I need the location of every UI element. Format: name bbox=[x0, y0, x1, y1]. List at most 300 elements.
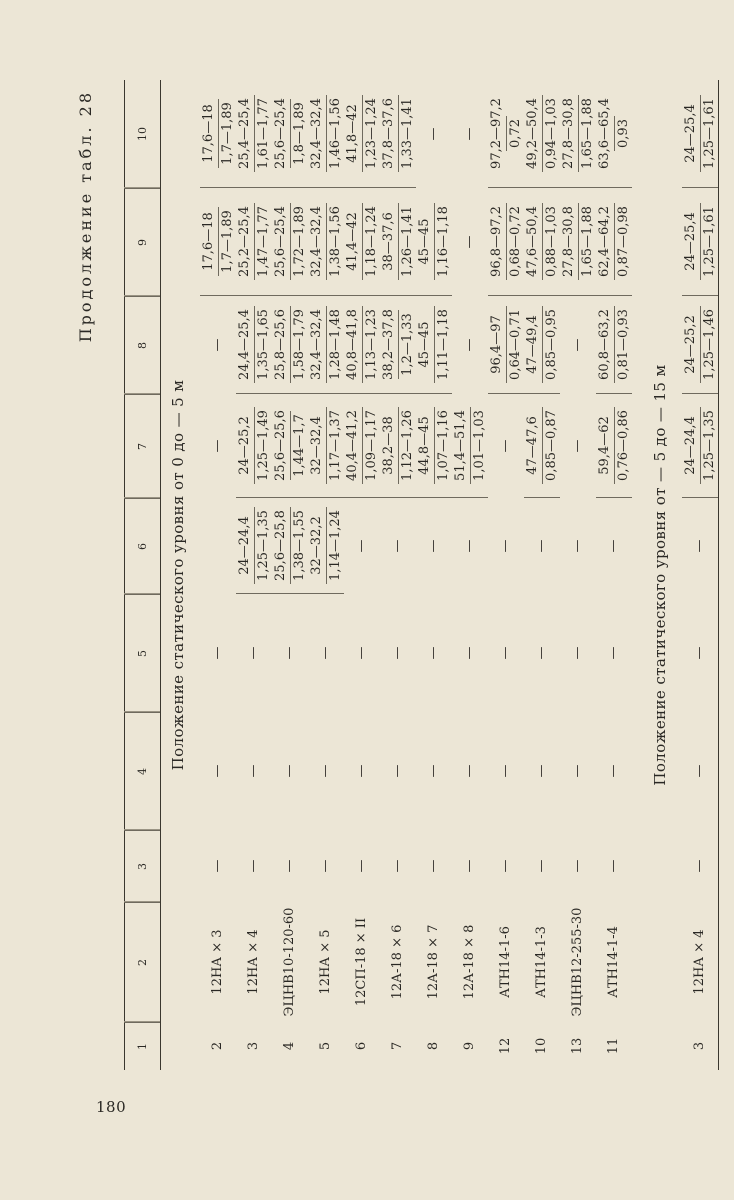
cell-value: 25,8—25,6 bbox=[272, 309, 288, 380]
cell-value: — bbox=[354, 646, 369, 660]
cell-value: — bbox=[390, 764, 405, 778]
cell-value: 1,25—1,49 bbox=[254, 407, 273, 484]
cell-col-8 bbox=[524, 296, 560, 394]
cell-value: — bbox=[426, 764, 441, 778]
column-separator bbox=[124, 393, 160, 394]
cell-col-6 bbox=[200, 498, 236, 594]
cell-value: 1,12—1,26 bbox=[398, 407, 417, 484]
cell-col-1 bbox=[344, 1022, 380, 1070]
cell-col-8 bbox=[344, 296, 380, 394]
cell-value: 97,2—97,2 bbox=[488, 98, 504, 169]
cell-value: 6 bbox=[354, 1041, 369, 1051]
table-row bbox=[380, 80, 416, 1070]
cell-col-5 bbox=[596, 594, 632, 712]
cell-col-7 bbox=[524, 394, 560, 498]
cell-value: — bbox=[210, 439, 225, 453]
cell-col-1 bbox=[488, 1022, 524, 1070]
table-row bbox=[596, 80, 632, 1070]
cell-value: ЭЦНВ10-120-60 bbox=[282, 907, 297, 1017]
cell-col-7 bbox=[488, 394, 524, 498]
cell-value: 44,8—45 bbox=[416, 416, 432, 475]
cell-value: 1,58—1,79 bbox=[290, 306, 309, 383]
cell-value: 24,4—25,4 bbox=[236, 309, 252, 380]
column-separator bbox=[124, 593, 160, 594]
cell-col-3 bbox=[560, 830, 596, 902]
cell-value: 9 bbox=[462, 1041, 477, 1051]
cell-value: 12НА × 3 bbox=[210, 929, 225, 995]
cell-col-1 bbox=[236, 1022, 272, 1070]
cell-value: 1,46—1,56 bbox=[326, 95, 345, 172]
cell-col-9 bbox=[416, 188, 452, 296]
cell-value: 1,17—1,37 bbox=[326, 407, 345, 484]
cell-value: — bbox=[462, 539, 477, 553]
cell-value: — bbox=[462, 235, 477, 249]
cell-col-2 bbox=[344, 902, 380, 1022]
cell-value: — bbox=[390, 859, 405, 873]
cell-col-7 bbox=[200, 394, 236, 498]
cell-value: 25,2—25,4 bbox=[236, 206, 252, 277]
cell-col-1 bbox=[596, 1022, 632, 1070]
cell-col-4 bbox=[416, 712, 452, 830]
cell-value: АТН14-1-3 bbox=[534, 926, 549, 998]
cell-value: 0,93 bbox=[614, 116, 633, 151]
cell-col-8 bbox=[416, 296, 452, 394]
cell-value: — bbox=[282, 859, 297, 873]
cell-value: 40,4—41,2 bbox=[344, 410, 360, 481]
table-row bbox=[560, 80, 596, 1070]
cell-col-8 bbox=[560, 296, 596, 394]
cell-col-4 bbox=[560, 712, 596, 830]
cell-value: — bbox=[210, 338, 225, 352]
cell-col-9 bbox=[236, 188, 272, 296]
cell-value: — bbox=[534, 539, 549, 553]
header-col-6: 6 bbox=[124, 498, 160, 594]
cell-value: — bbox=[692, 764, 707, 778]
cell-col-2 bbox=[308, 902, 344, 1022]
cell-col-3 bbox=[200, 830, 236, 902]
cell-value: 1,38—1,55 bbox=[290, 507, 309, 584]
cell-value: — bbox=[462, 764, 477, 778]
cell-col-5 bbox=[524, 594, 560, 712]
cell-value: 0,85—0,95 bbox=[542, 306, 561, 383]
cell-col-9 bbox=[380, 188, 416, 296]
header-col-7: 7 bbox=[124, 394, 160, 498]
cell-col-10 bbox=[272, 80, 308, 188]
cell-col-3 bbox=[488, 830, 524, 902]
header-col-10: 10 bbox=[135, 127, 149, 141]
cell-value: 40,8—41,8 bbox=[344, 309, 360, 380]
cell-col-1 bbox=[200, 1022, 236, 1070]
cell-value: 7 bbox=[390, 1041, 405, 1051]
cell-value: 1,7—1,89 bbox=[218, 99, 237, 168]
cell-value: — bbox=[246, 646, 261, 660]
cell-value: 1,25—1,35 bbox=[700, 407, 719, 484]
table-row bbox=[524, 80, 560, 1070]
cell-value: 10 bbox=[534, 1037, 549, 1055]
cell-col-2 bbox=[200, 902, 236, 1022]
cell-col-2 bbox=[682, 902, 718, 1022]
header-col-8: 8 bbox=[124, 296, 160, 394]
cell-value: 5 bbox=[318, 1041, 333, 1051]
cell-value: — bbox=[534, 646, 549, 660]
cell-col-10 bbox=[524, 80, 560, 188]
cell-col-8 bbox=[236, 296, 272, 394]
cell-value: — bbox=[318, 646, 333, 660]
cell-value: 47—47,6 bbox=[524, 416, 540, 475]
cell-value: 1,18—1,24 bbox=[362, 203, 381, 280]
cell-col-5 bbox=[452, 594, 488, 712]
cell-col-9 bbox=[682, 188, 718, 296]
cell-value: 13 bbox=[570, 1037, 585, 1055]
cell-value: — bbox=[606, 859, 621, 873]
cell-value: 41,4—42 bbox=[344, 212, 360, 271]
cell-value: 1,8—1,89 bbox=[290, 99, 309, 168]
cell-col-9 bbox=[200, 188, 236, 296]
cell-col-8 bbox=[272, 296, 308, 394]
cell-value: 1,2—1,33 bbox=[398, 310, 417, 379]
cell-value: — bbox=[534, 764, 549, 778]
table-row bbox=[682, 80, 718, 1070]
cell-col-2 bbox=[560, 902, 596, 1022]
cell-value: 62,4—64,2 bbox=[596, 206, 612, 277]
cell-value: 24—25,2 bbox=[682, 315, 698, 374]
cell-col-5 bbox=[416, 594, 452, 712]
cell-value: — bbox=[570, 859, 585, 873]
cell-col-10 bbox=[200, 80, 236, 188]
cell-col-3 bbox=[452, 830, 488, 902]
cell-col-8 bbox=[200, 296, 236, 394]
cell-col-9 bbox=[452, 188, 488, 296]
cell-value: — bbox=[426, 127, 441, 141]
cell-value: 12СП-18 × II bbox=[354, 917, 369, 1007]
cell-col-2 bbox=[488, 902, 524, 1022]
cell-col-1 bbox=[272, 1022, 308, 1070]
cell-value: 24—24,4 bbox=[236, 516, 252, 575]
cell-col-7 bbox=[344, 394, 380, 498]
cell-value: 1,11—1,18 bbox=[434, 306, 453, 383]
cell-col-3 bbox=[380, 830, 416, 902]
cell-col-4 bbox=[380, 712, 416, 830]
cell-value: 3 bbox=[692, 1041, 707, 1051]
cell-value: 0,87—0,98 bbox=[614, 203, 633, 280]
table-row bbox=[200, 80, 236, 1070]
cell-col-1 bbox=[380, 1022, 416, 1070]
cell-col-1 bbox=[682, 1022, 718, 1070]
cell-col-4 bbox=[200, 712, 236, 830]
cell-col-10 bbox=[452, 80, 488, 188]
cell-value: 32,4—32,4 bbox=[308, 98, 324, 169]
cell-value: — bbox=[210, 764, 225, 778]
cell-col-2 bbox=[380, 902, 416, 1022]
column-separator bbox=[124, 1021, 160, 1022]
cell-value: — bbox=[426, 539, 441, 553]
cell-value: 0,81—0,93 bbox=[614, 306, 633, 383]
cell-col-6 bbox=[308, 498, 344, 594]
continuation-title: Продолжение табл. 28 bbox=[76, 90, 95, 343]
cell-col-2 bbox=[236, 902, 272, 1022]
cell-col-3 bbox=[344, 830, 380, 902]
cell-value: 1,33—1,41 bbox=[398, 95, 417, 172]
cell-value: — bbox=[246, 859, 261, 873]
cell-col-1 bbox=[524, 1022, 560, 1070]
cell-col-6 bbox=[682, 498, 718, 594]
cell-value: 25,6—25,4 bbox=[272, 206, 288, 277]
cell-value: 1,01—1,03 bbox=[470, 407, 489, 484]
cell-col-2 bbox=[272, 902, 308, 1022]
cell-value: 38,2—37,8 bbox=[380, 309, 396, 380]
cell-col-2 bbox=[596, 902, 632, 1022]
cell-col-3 bbox=[236, 830, 272, 902]
cell-value: 25,6—25,4 bbox=[272, 98, 288, 169]
cell-col-1 bbox=[416, 1022, 452, 1070]
cell-col-6 bbox=[236, 498, 272, 594]
cell-col-5 bbox=[488, 594, 524, 712]
table-row bbox=[416, 80, 452, 1070]
cell-col-10 bbox=[236, 80, 272, 188]
cell-value: АТН14-1-4 bbox=[606, 926, 621, 998]
cell-value: 1,47—1,77 bbox=[254, 203, 273, 280]
cell-col-9 bbox=[488, 188, 524, 296]
column-separator bbox=[124, 295, 160, 296]
cell-value: 1,35—1,65 bbox=[254, 306, 273, 383]
cell-value: — bbox=[498, 859, 513, 873]
cell-col-7 bbox=[308, 394, 344, 498]
cell-col-5 bbox=[308, 594, 344, 712]
cell-value: — bbox=[426, 646, 441, 660]
cell-value: — bbox=[570, 539, 585, 553]
cell-col-7 bbox=[272, 394, 308, 498]
cell-col-4 bbox=[236, 712, 272, 830]
cell-value: 0,94—1,03 bbox=[542, 95, 561, 172]
cell-col-9 bbox=[560, 188, 596, 296]
cell-value: 1,25—1,61 bbox=[700, 95, 719, 172]
cell-value: — bbox=[606, 764, 621, 778]
cell-col-5 bbox=[682, 594, 718, 712]
cell-col-10 bbox=[416, 80, 452, 188]
cell-value: 38—37,6 bbox=[380, 212, 396, 271]
cell-value: 12А-18 × 8 bbox=[462, 924, 477, 1000]
cell-value: 24—25,2 bbox=[236, 416, 252, 475]
cell-col-6 bbox=[380, 498, 416, 594]
cell-value: — bbox=[462, 338, 477, 352]
cell-col-6 bbox=[488, 498, 524, 594]
cell-value: — bbox=[282, 764, 297, 778]
cell-col-4 bbox=[272, 712, 308, 830]
cell-col-7 bbox=[416, 394, 452, 498]
cell-col-5 bbox=[236, 594, 272, 712]
cell-col-10 bbox=[308, 80, 344, 188]
cell-col-9 bbox=[308, 188, 344, 296]
cell-col-4 bbox=[682, 712, 718, 830]
cell-value: 1,72—1,89 bbox=[290, 203, 309, 280]
cell-value: 24—25,4 bbox=[682, 212, 698, 271]
column-separator bbox=[124, 187, 160, 188]
table-row bbox=[236, 80, 272, 1070]
table-bottom-rule bbox=[718, 80, 719, 1070]
cell-col-9 bbox=[596, 188, 632, 296]
cell-value: — bbox=[318, 764, 333, 778]
cell-col-5 bbox=[200, 594, 236, 712]
cell-col-1 bbox=[560, 1022, 596, 1070]
cell-value: — bbox=[570, 439, 585, 453]
cell-col-7 bbox=[560, 394, 596, 498]
cell-value: 51,4—51,4 bbox=[452, 410, 468, 481]
cell-value: 32—32,4 bbox=[308, 416, 324, 475]
cell-col-6 bbox=[272, 498, 308, 594]
cell-value: 47—49,4 bbox=[524, 315, 540, 374]
table-row bbox=[488, 80, 524, 1070]
table-row bbox=[308, 80, 344, 1070]
cell-value: 32,4—32,4 bbox=[308, 309, 324, 380]
cell-value: 1,61—1,77 bbox=[254, 95, 273, 172]
cell-value: 32—32,2 bbox=[308, 516, 324, 575]
cell-value: — bbox=[354, 539, 369, 553]
cell-value: — bbox=[606, 646, 621, 660]
cell-value: — bbox=[570, 646, 585, 660]
cell-value: — bbox=[462, 859, 477, 873]
cell-col-8 bbox=[596, 296, 632, 394]
cell-col-3 bbox=[596, 830, 632, 902]
cell-value: — bbox=[390, 539, 405, 553]
cell-value: 12А-18 × 6 bbox=[390, 924, 405, 1000]
section-title: Положение статического уровня от 0 до — 5 м bbox=[169, 379, 187, 771]
cell-value: 0,76—0,86 bbox=[614, 407, 633, 484]
cell-value: 1,65—1,88 bbox=[578, 203, 597, 280]
cell-value: — bbox=[606, 539, 621, 553]
cell-col-7 bbox=[236, 394, 272, 498]
cell-value: — bbox=[210, 859, 225, 873]
table-row bbox=[272, 80, 308, 1070]
cell-value: 27,8—30,8 bbox=[560, 98, 576, 169]
cell-value: — bbox=[354, 859, 369, 873]
cell-value: 12НА × 4 bbox=[692, 929, 707, 995]
cell-col-4 bbox=[452, 712, 488, 830]
cell-value: — bbox=[282, 646, 297, 660]
cell-col-3 bbox=[682, 830, 718, 902]
cell-col-2 bbox=[524, 902, 560, 1022]
cell-col-4 bbox=[344, 712, 380, 830]
cell-value: 27,8—30,8 bbox=[560, 206, 576, 277]
cell-col-7 bbox=[380, 394, 416, 498]
rotated-table bbox=[76, 80, 718, 1070]
cell-value: — bbox=[692, 859, 707, 873]
cell-value: 4 bbox=[282, 1041, 297, 1051]
header-col-3: 3 bbox=[124, 830, 160, 902]
cell-value: — bbox=[692, 539, 707, 553]
cell-value: — bbox=[570, 338, 585, 352]
cell-col-5 bbox=[344, 594, 380, 712]
cell-value: 12НА × 5 bbox=[318, 929, 333, 995]
page-number: 180 bbox=[96, 1098, 127, 1116]
cell-value: 32,4—32,4 bbox=[308, 206, 324, 277]
cell-value: — bbox=[462, 127, 477, 141]
cell-col-5 bbox=[560, 594, 596, 712]
cell-value: — bbox=[692, 646, 707, 660]
cell-col-5 bbox=[272, 594, 308, 712]
header-col-2: 2 bbox=[124, 902, 160, 1022]
cell-col-9 bbox=[524, 188, 560, 296]
cell-col-6 bbox=[524, 498, 560, 594]
cell-value: 25,6—25,8 bbox=[272, 510, 288, 581]
cell-value: 1,23—1,24 bbox=[362, 95, 381, 172]
cell-col-10 bbox=[380, 80, 416, 188]
cell-col-2 bbox=[452, 902, 488, 1022]
cell-col-3 bbox=[272, 830, 308, 902]
cell-value: 1,25—1,61 bbox=[700, 203, 719, 280]
cell-value: — bbox=[498, 764, 513, 778]
cell-col-10 bbox=[682, 80, 718, 188]
cell-value: 24—24,4 bbox=[682, 416, 698, 475]
cell-col-9 bbox=[272, 188, 308, 296]
table-row bbox=[344, 80, 380, 1070]
cell-value: — bbox=[498, 539, 513, 553]
cell-value: 11 bbox=[606, 1037, 621, 1055]
cell-value: 47,6—50,4 bbox=[524, 206, 540, 277]
cell-value: 0,72 bbox=[506, 116, 525, 151]
cell-value: 1,07—1,16 bbox=[434, 407, 453, 484]
cell-col-6 bbox=[416, 498, 452, 594]
cell-value: 0,85—0,87 bbox=[542, 407, 561, 484]
cell-value: 59,4—62 bbox=[596, 416, 612, 475]
cell-value: 2 bbox=[210, 1041, 225, 1051]
cell-value: 96,8—97,2 bbox=[488, 206, 504, 277]
cell-value: 49,2—50,4 bbox=[524, 98, 540, 169]
header-col-9: 9 bbox=[124, 188, 160, 296]
column-separator bbox=[124, 711, 160, 712]
header-col-1: 1 bbox=[124, 1022, 160, 1070]
cell-value: 25,6—25,6 bbox=[272, 410, 288, 481]
cell-value: 17,6—18 bbox=[200, 104, 216, 163]
cell-value: 1,13—1,23 bbox=[362, 306, 381, 383]
column-separator bbox=[124, 497, 160, 498]
cell-value: 96,4—97 bbox=[488, 315, 504, 374]
cell-col-7 bbox=[596, 394, 632, 498]
column-separator bbox=[124, 829, 160, 830]
cell-value: 37,8—37,6 bbox=[380, 98, 396, 169]
cell-col-10 bbox=[596, 80, 632, 188]
cell-value: — bbox=[354, 764, 369, 778]
cell-value: 24—25,4 bbox=[682, 104, 698, 163]
cell-value: — bbox=[498, 646, 513, 660]
cell-col-3 bbox=[524, 830, 560, 902]
cell-value: 0,64—0,71 bbox=[506, 306, 525, 383]
cell-col-8 bbox=[488, 296, 524, 394]
cell-value: 1,44—1,7 bbox=[290, 411, 309, 480]
cell-value: 25,4—25,4 bbox=[236, 98, 252, 169]
cell-value: 1,14—1,24 bbox=[326, 507, 345, 584]
cell-col-8 bbox=[452, 296, 488, 394]
cell-col-10 bbox=[344, 80, 380, 188]
cell-value: 0,68—0,72 bbox=[506, 203, 525, 280]
cell-value: 1,16—1,18 bbox=[434, 203, 453, 280]
cell-value: ЭЦНВ12-255-30 bbox=[570, 907, 585, 1017]
cell-value: — bbox=[246, 764, 261, 778]
cell-value: 12 bbox=[498, 1037, 513, 1055]
section-title: Положение статического уровня от — 5 до — 15 м bbox=[651, 364, 669, 786]
cell-col-1 bbox=[308, 1022, 344, 1070]
cell-value: 38,2—38 bbox=[380, 416, 396, 475]
cell-value: 12НА × 4 bbox=[246, 929, 261, 995]
cell-col-3 bbox=[416, 830, 452, 902]
cell-col-3 bbox=[308, 830, 344, 902]
cell-value: — bbox=[462, 646, 477, 660]
cell-value: АТН14-1-6 bbox=[498, 926, 513, 998]
cell-col-8 bbox=[308, 296, 344, 394]
cell-value: 8 bbox=[426, 1041, 441, 1051]
cell-col-10 bbox=[560, 80, 596, 188]
cell-value: 1,25—1,35 bbox=[254, 507, 273, 584]
cell-value: — bbox=[390, 646, 405, 660]
